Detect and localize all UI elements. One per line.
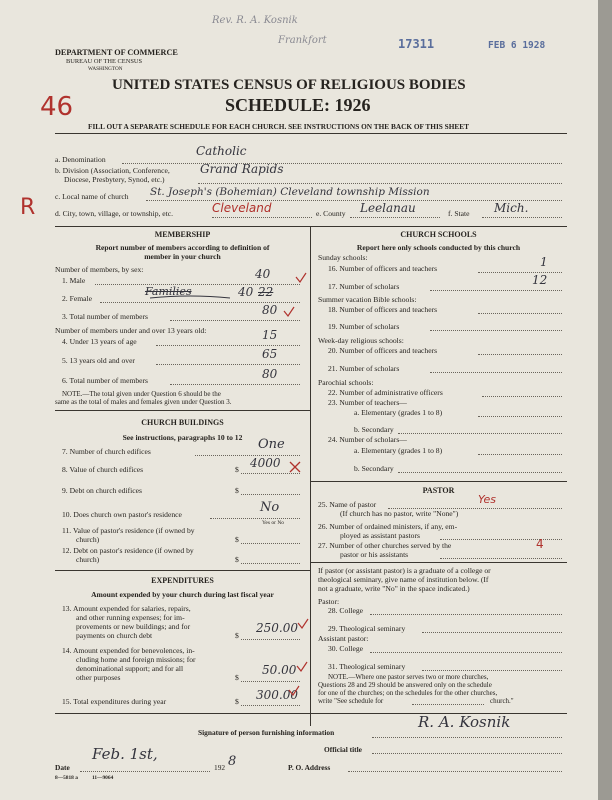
- membership-sub-2: member in your church: [144, 252, 221, 261]
- schools-sub: Report here only schools conducted by this church: [356, 243, 521, 252]
- date-stamp: FEB 6 1928: [488, 40, 546, 51]
- q14-label-3: denominational support; and for all: [76, 664, 184, 673]
- denomination-label: a. Denomination: [55, 155, 106, 164]
- county-label: e. County: [316, 209, 346, 218]
- total-expenditures-amount: 300.00: [256, 688, 298, 702]
- q13-dollar: $: [235, 631, 239, 640]
- q2-label: 2. Female: [62, 294, 92, 303]
- q1-label: 1. Male: [62, 276, 86, 285]
- q19-label: 19. Number of scholars: [328, 322, 400, 331]
- q23a-label: a. Elementary (grades 1 to 8): [354, 408, 443, 417]
- official-title-label: Official title: [324, 745, 362, 754]
- q27-label-2: pastor or his assistants: [340, 550, 409, 559]
- pastor-note-5: church.": [490, 697, 514, 705]
- date-label: Date: [55, 763, 70, 772]
- form-number: 8—5818 a: [55, 775, 78, 781]
- q18-label: 18. Number of officers and teachers: [328, 305, 438, 314]
- buildings-heading: CHURCH BUILDINGS: [141, 418, 224, 427]
- red-number-46: 46: [40, 92, 74, 122]
- sunday-label: Sunday schools:: [318, 253, 368, 262]
- q26-label-1: 26. Number of ordained ministers, if any, em-: [318, 522, 458, 531]
- city-value: Cleveland: [212, 201, 272, 215]
- graduate-text-2: theological seminary, give name of institution below. (If: [318, 575, 489, 584]
- total-members-6-value: 80: [262, 367, 278, 381]
- q8-label: 8. Value of church edifices: [62, 465, 144, 474]
- membership-heading: MEMBERSHIP: [154, 230, 211, 239]
- q14-label-4: other purposes: [76, 673, 121, 682]
- state-label: f. State: [448, 209, 470, 218]
- q14-label-1: 14. Amount expended for benevolences, in-: [62, 646, 195, 655]
- membership-sub-1: Report number of members according to definition of: [95, 243, 270, 252]
- q23-label: 23. Number of teachers—: [328, 398, 407, 407]
- pastor-note-2: Questions 28 and 29 should be answered only on the schedule: [318, 681, 492, 689]
- check-mark-total-exp: [289, 686, 299, 695]
- division-label-2: Diocese, Presbytery, Synod, etc.): [64, 175, 165, 184]
- q24b-label: b. Secondary: [354, 464, 394, 473]
- q17-label: 17. Number of scholars: [328, 282, 400, 291]
- age-intro-label: Number of members under and over 13 years old:: [55, 326, 207, 335]
- q13-label-1: 13. Amount expended for salaries, repairs,: [62, 604, 191, 613]
- yes-no-hint: Yes or No: [262, 520, 285, 526]
- q13-label-4: payments on church debt: [76, 631, 153, 640]
- check-mark-total: [284, 307, 294, 316]
- q12-dollar: $: [235, 555, 239, 564]
- q22-label: 22. Number of administrative officers: [328, 388, 443, 397]
- pastor-note-4: write "See schedule for: [318, 697, 384, 705]
- print-number: 11—9064: [92, 775, 114, 781]
- q10-label: 10. Does church own pastor's residence: [62, 510, 182, 519]
- rev-handwriting: Rev. R. A. Kosnik: [212, 15, 298, 26]
- q26-label-2: ployed as assistant pastors: [340, 531, 420, 540]
- expenditures-sub: Amount expended by your church during last fiscal year: [91, 590, 274, 599]
- other-churches-value: 4: [536, 537, 544, 551]
- q28-label: 28. College: [328, 606, 364, 615]
- pastor-note-1: NOTE.—Where one pastor serves two or more churches,: [328, 673, 489, 681]
- edifice-value-amount: 4000: [250, 456, 281, 470]
- q5-label: 5. 13 years old and over: [62, 356, 135, 365]
- q12-label-2: church): [76, 555, 100, 564]
- bureau-label: BUREAU OF THE CENSUS: [66, 58, 143, 65]
- red-mark-r: R: [20, 195, 36, 220]
- division-value: Grand Rapids: [200, 162, 284, 176]
- check-mark-benevolences: [297, 662, 307, 671]
- check-mark-male: [296, 273, 306, 282]
- date-value: Feb. 1st,: [92, 745, 158, 763]
- edifices-value: One: [258, 437, 285, 452]
- check-mark-salaries: [298, 619, 308, 628]
- q24-label: 24. Number of scholars—: [328, 435, 407, 444]
- q7-label: 7. Number of church edifices: [62, 447, 151, 456]
- po-address-label: P. O. Address: [288, 763, 331, 772]
- pastor-note-3: for one of the churches; on the schedules for the other churches,: [318, 689, 498, 697]
- benevolences-amount: 50.00: [262, 663, 297, 677]
- signature-value: R. A. Kosnik: [418, 713, 511, 731]
- q16-label: 16. Number of officers and teachers: [328, 264, 438, 273]
- form-title: UNITED STATES CENSUS OF RELIGIOUS BODIES: [112, 77, 466, 93]
- strike-mark-value: [290, 462, 300, 472]
- weekday-label: Week-day religious schools:: [318, 336, 404, 345]
- year-digit: 8: [228, 754, 237, 769]
- q3-label: 3. Total number of members: [62, 312, 149, 321]
- state-value: Mich.: [494, 201, 529, 215]
- q11-label-1: 11. Value of pastor's residence (if owned by: [62, 526, 195, 535]
- q29-label: 29. Theological seminary: [328, 624, 406, 633]
- scholars-value: 12: [532, 273, 548, 287]
- graduate-text-3: not a graduate, write "No" in the space indicated.): [318, 584, 470, 593]
- q9-label: 9. Debt on church edifices: [62, 486, 142, 495]
- county-value: Leelanau: [360, 201, 416, 215]
- signature-label: Signature of person furnishing information: [198, 728, 335, 737]
- expenditures-heading: EXPENDITURES: [151, 576, 214, 585]
- q6-label: 6. Total number of members: [62, 376, 149, 385]
- parochial-label: Parochial schools:: [318, 378, 374, 387]
- male-value: 40: [255, 267, 271, 281]
- over-13-value: 65: [262, 347, 278, 361]
- graduate-text-1: If pastor (or assistant pastor) is a graduate of a college or: [318, 566, 491, 575]
- q24a-label: a. Elementary (grades 1 to 8): [354, 446, 443, 455]
- q21-label: 21. Number of scholars: [328, 364, 400, 373]
- q25-hint: (If church has no pastor, write "None"): [340, 509, 459, 518]
- by-sex-label: Number of members, by sex:: [55, 265, 144, 274]
- under-13-value: 15: [262, 328, 278, 342]
- female-value: 40: [238, 285, 254, 299]
- q14-dollar: $: [235, 673, 239, 682]
- year-prefix: 192: [214, 763, 226, 772]
- q31-label: 31. Theological seminary: [328, 662, 406, 671]
- q13-label-2: and other running expenses; for im-: [76, 613, 185, 622]
- local-name-label: c. Local name of church: [55, 192, 129, 201]
- q4-label: 4. Under 13 years of age: [62, 337, 137, 346]
- pastor-label: Pastor:: [318, 597, 340, 606]
- q9-dollar: $: [235, 486, 239, 495]
- female-strike-line: [150, 296, 230, 298]
- q20-label: 20. Number of officers and teachers: [328, 346, 438, 355]
- q14-label-2: cluding home and foreign missions; for: [76, 655, 196, 664]
- q11-label-2: church): [76, 535, 100, 544]
- q13-label-3: provements or new buildings; and for: [76, 622, 191, 631]
- church-name-value: St. Joseph's (Bohemian) Cleveland township Mission: [150, 186, 430, 198]
- frankfort-handwriting: Frankfort: [278, 35, 327, 46]
- q30-label: 30. College: [328, 644, 364, 653]
- assistant-label: Assistant pastor:: [318, 634, 369, 643]
- schools-heading: CHURCH SCHOOLS: [400, 230, 477, 239]
- q15-dollar: $: [235, 697, 239, 706]
- officers-teachers-value: 1: [540, 255, 548, 269]
- female-struck-value: 22: [258, 285, 274, 299]
- q27-label-1: 27. Number of other churches served by the: [318, 541, 452, 550]
- pastor-name-value: Yes: [478, 493, 497, 506]
- city-label: WASHINGTON: [88, 66, 123, 72]
- q11-dollar: $: [235, 535, 239, 544]
- membership-note-2: same as the total of males and females given under Question 3.: [55, 398, 232, 406]
- q15-label: 15. Total expenditures during year: [62, 697, 167, 706]
- division-label-1: b. Division (Association, Conference,: [55, 166, 170, 175]
- salaries-amount: 250.00: [256, 621, 298, 635]
- q8-dollar: $: [235, 465, 239, 474]
- q23b-label: b. Secondary: [354, 425, 394, 434]
- schedule-title: SCHEDULE: 1926: [225, 95, 371, 115]
- q12-label-1: 12. Debt on pastor's residence (if owned by: [62, 546, 194, 555]
- membership-note-1: NOTE.—The total given under Question 6 should be the: [62, 390, 221, 398]
- city-label-field: d. City, town, village, or township, etc.: [55, 209, 174, 218]
- buildings-sub: See instructions, paragraphs 10 to 12: [122, 433, 243, 442]
- department-label: DEPARTMENT OF COMMERCE: [55, 48, 178, 57]
- pastor-heading: PASTOR: [422, 486, 455, 495]
- summer-label: Summer vacation Bible schools:: [318, 295, 417, 304]
- residence-value: No: [260, 500, 280, 515]
- female-scribble: Families: [145, 285, 192, 298]
- instruction-line: FILL OUT A SEPARATE SCHEDULE FOR EACH CHURCH. SEE INSTRUCTIONS ON THE BACK OF THIS SHEET: [88, 122, 470, 131]
- serial-stamp: 17311: [398, 37, 435, 51]
- total-members-value: 80: [262, 303, 278, 317]
- q25-label: 25. Name of pastor: [318, 500, 377, 509]
- denomination-value: Catholic: [196, 144, 247, 158]
